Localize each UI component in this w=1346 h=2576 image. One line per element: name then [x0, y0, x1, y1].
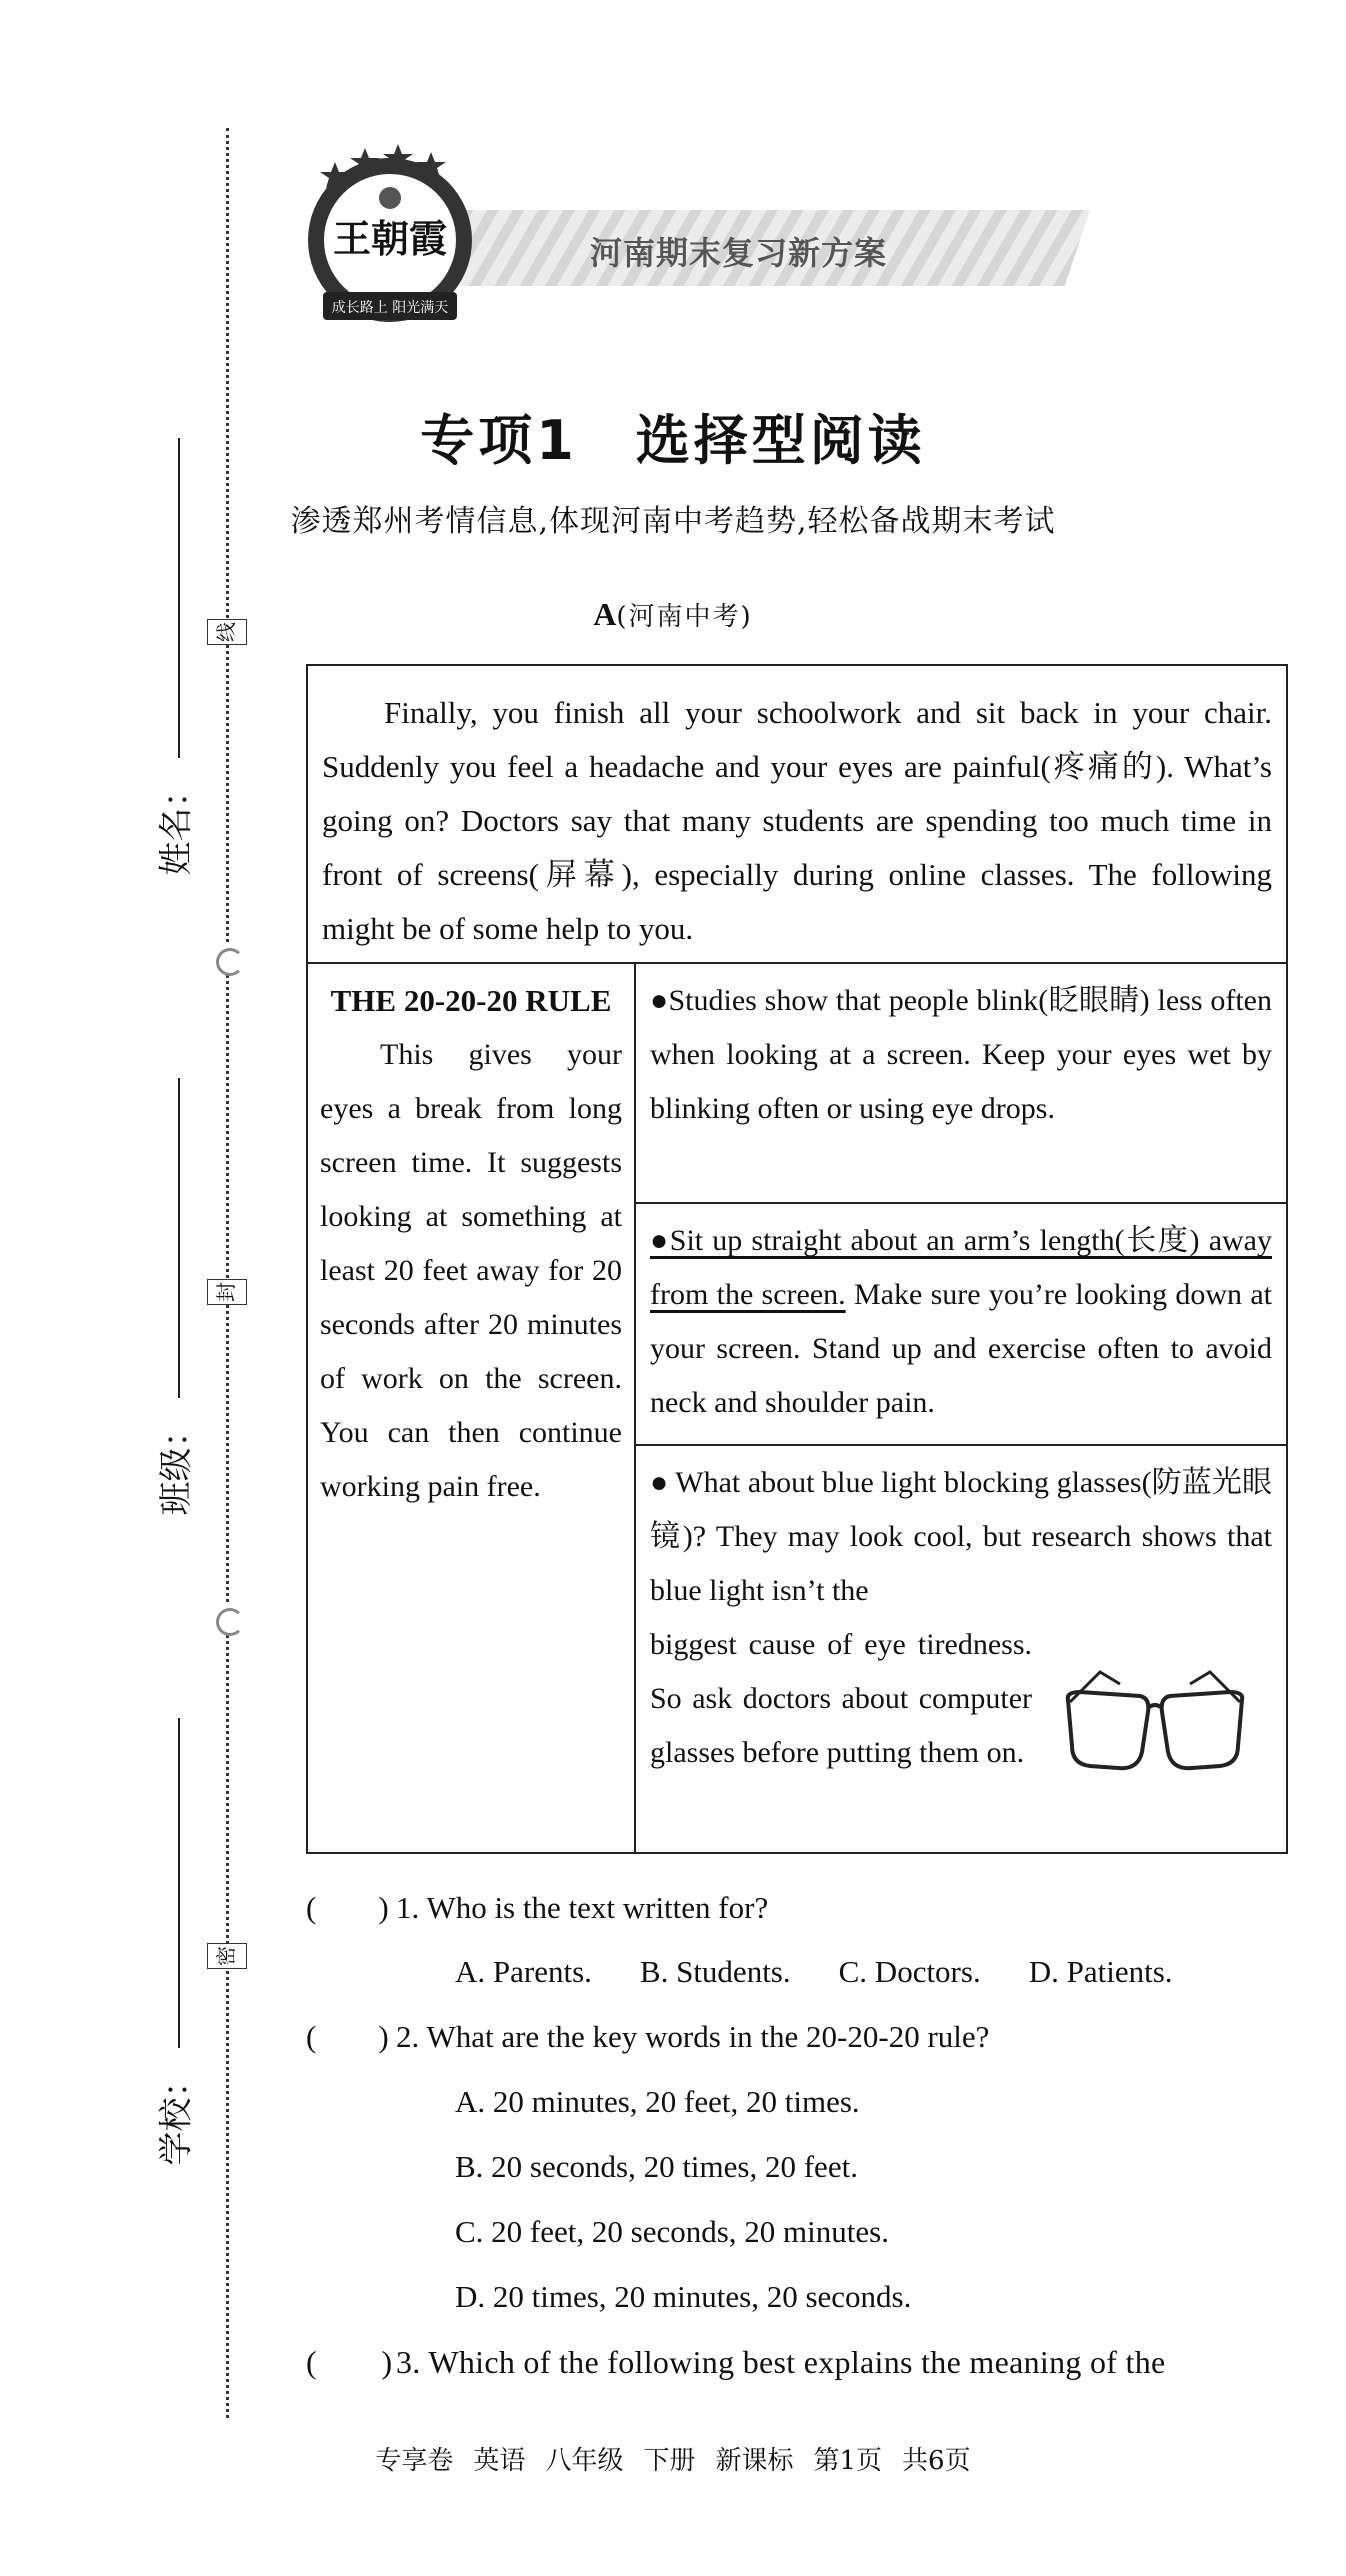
school-field-line[interactable]: [178, 1718, 180, 2048]
banner-title: 河南期末复习新方案: [590, 234, 888, 272]
glasses-icon: [1060, 1652, 1250, 1782]
class-label: 班级：: [156, 1413, 197, 1516]
option[interactable]: C. 20 feet, 20 seconds, 20 minutes.: [455, 2214, 889, 2249]
rule-body: This gives your eyes a break from long screen time. It suggests looking at something at least 20 feet away for 20 seconds after 20 minutes of work on the screen. You can then continue working pain free.: [320, 1038, 622, 1503]
option[interactable]: B. Students.: [639, 1954, 791, 1989]
tip-blue-light-top: ● What about blue light blocking glasses(防蓝光眼镜)? They may look cool, but research shows that blue light isn’t the: [650, 1466, 1272, 1607]
footer-total: 共6页: [902, 2446, 971, 2476]
answer-blank[interactable]: ( ): [306, 2344, 393, 2380]
reading-passage-table: [306, 664, 1288, 1854]
rule-column: [308, 964, 636, 1852]
passage-intro: [308, 666, 1286, 964]
footer-page: 第1页: [813, 2446, 883, 2476]
binding-emblem-icon: [212, 944, 242, 974]
class-field-line[interactable]: [178, 1078, 180, 1398]
question-text: 3. Which of the following best explains the meaning of the: [396, 2344, 1166, 2380]
logo-slogan: 成长路上 阳光满天: [331, 300, 449, 316]
page-title: 专项1 选择型阅读: [420, 409, 926, 472]
footer-grade: 八年级: [545, 2446, 624, 2476]
footer-curriculum: 新课标: [715, 2446, 794, 2476]
option[interactable]: A. 20 minutes, 20 feet, 20 times.: [455, 2084, 860, 2119]
page-footer: [0, 2440, 1346, 2477]
tip-posture-rest: Make sure you’re looking down at your screen. Stand up and exercise often to avoid neck and shoulder pain.: [650, 1278, 1272, 1419]
question-text: 2. What are the key words in the 20-20-20 rule?: [396, 2019, 990, 2054]
tip-posture-underlined: ●Sit up straight about an arm’s length(长度) away from the screen.: [650, 1224, 1272, 1311]
tip-blue-light-bottom: biggest cause of eye tiredness. So ask doctors about computer glasses before putting them on.: [650, 1628, 1032, 1769]
logo-text: 王朝霞: [332, 216, 448, 261]
footer-series: 专享卷: [375, 2446, 454, 2476]
question-1-options: [455, 1952, 1221, 1992]
binding-emblem-icon: [212, 1604, 242, 1634]
question-text: 1. Who is the text written for?: [396, 1890, 769, 1925]
publisher-logo: [295, 140, 485, 330]
page-subtitle: 渗透郑州考情信息,体现河南中考趋势,轻松备战期末考试: [290, 504, 1056, 539]
school-label: 学校：: [156, 2063, 197, 2166]
binding-box-seal: 封: [207, 1279, 247, 1305]
binding-box-secret: 密: [207, 1943, 247, 1969]
tip-blink: ●Studies show that people blink(眨眼睛) less often when looking at a screen. Keep your eyes wet by blinking often or using eye drops.: [636, 964, 1286, 1204]
answer-blank[interactable]: ( ): [306, 2019, 389, 2054]
section-heading: [0, 596, 1346, 633]
option[interactable]: C. Doctors.: [838, 1954, 981, 1989]
question-1: [306, 1888, 1288, 1928]
option[interactable]: D. Patients.: [1028, 1954, 1173, 1989]
question-3: [306, 2342, 1288, 2382]
passage-intro-text: Finally, you finish all your schoolwork and sit back in your chair. Suddenly you feel a headache and your eyes are painful(疼痛的). What’s going on? Doctors say that many students are spending too much time in front of screens(屏幕), especially during online classes. The following might be of some help to you.: [322, 695, 1272, 946]
rule-title: THE 20-20-20 RULE: [330, 983, 612, 1018]
option[interactable]: B. 20 seconds, 20 times, 20 feet.: [455, 2149, 858, 2184]
binding-box-line: 线: [207, 619, 247, 645]
question-2: [306, 2017, 1288, 2057]
section-letter: A: [593, 596, 617, 632]
name-label: 姓名：: [156, 773, 197, 876]
tip-blue-light: [636, 1446, 1286, 1852]
section-source: (河南中考): [616, 602, 753, 632]
option[interactable]: A. Parents.: [455, 1954, 592, 1989]
footer-subject: 英语: [473, 2446, 526, 2476]
footer-volume: 下册: [643, 2446, 696, 2476]
option[interactable]: D. 20 times, 20 minutes, 20 seconds.: [455, 2279, 912, 2314]
tip-posture: [636, 1204, 1286, 1446]
answer-blank[interactable]: ( ): [306, 1890, 389, 1925]
